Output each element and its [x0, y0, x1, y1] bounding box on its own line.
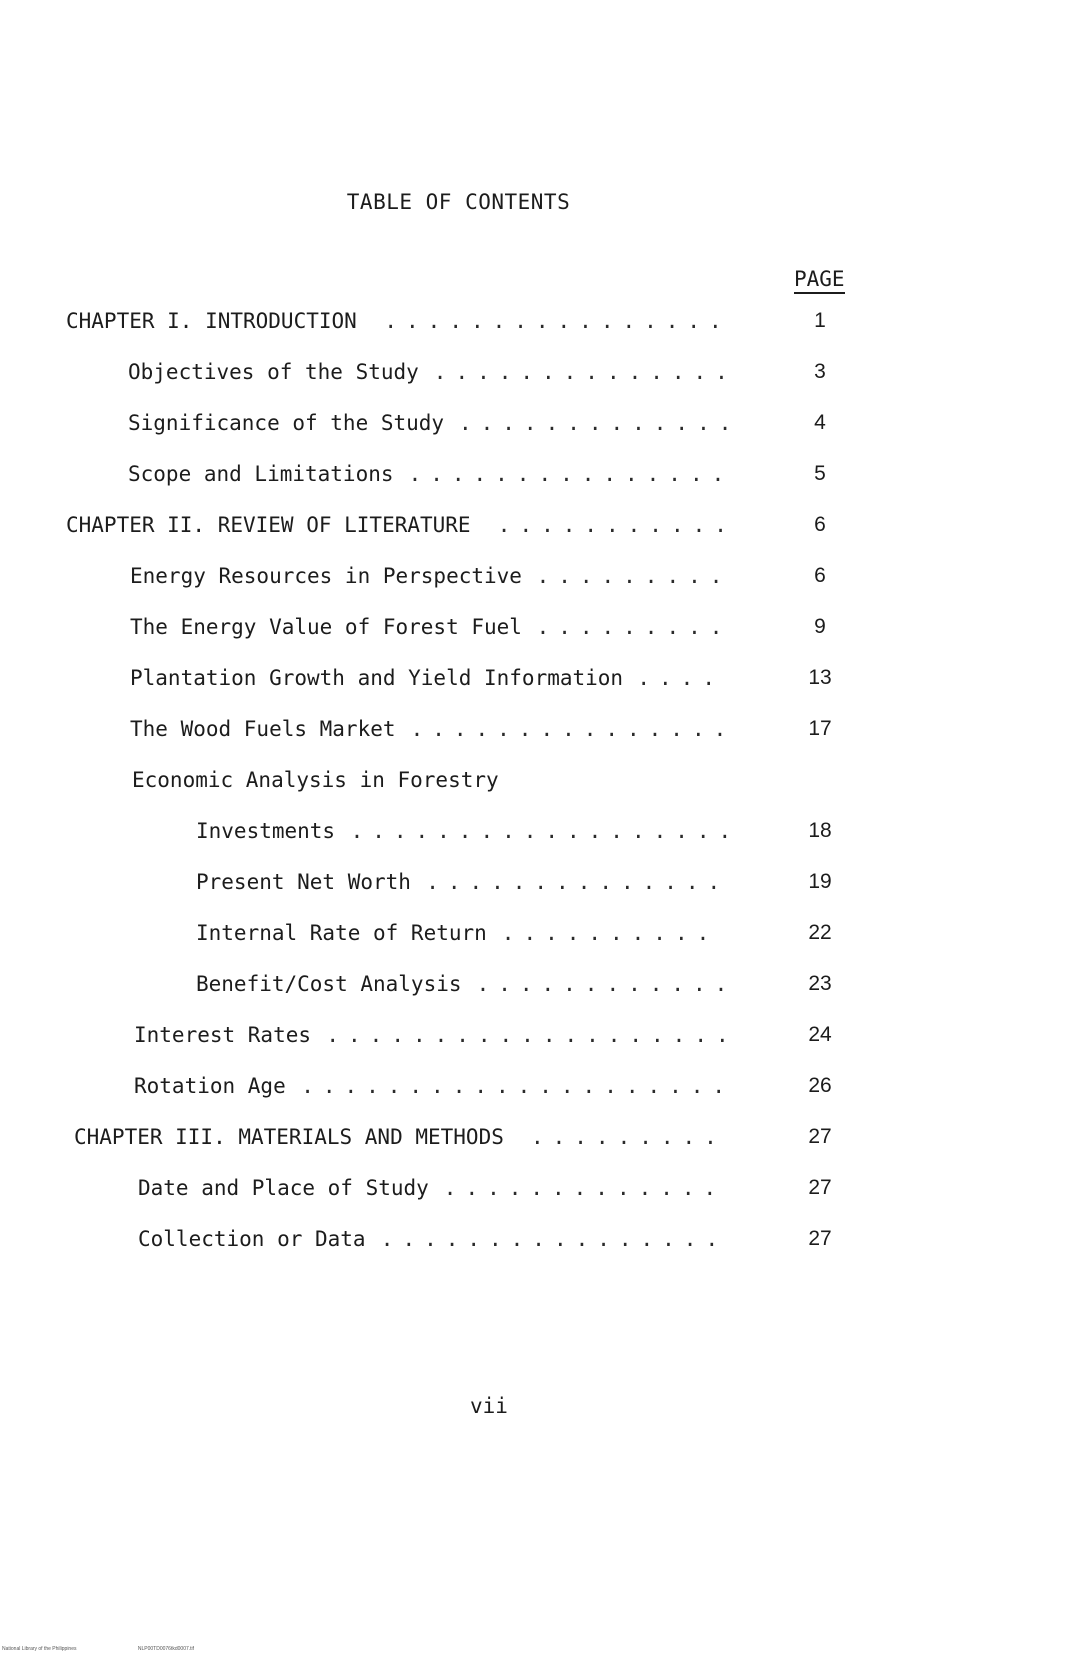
toc-entry-label: Benefit/Cost Analysis [196, 972, 462, 996]
toc-entry [128, 459, 900, 489]
toc-entry [130, 612, 900, 642]
dot-leader: ................... [326, 1023, 738, 1047]
toc-entry-label: Scope and Limitations [128, 462, 394, 486]
toc-entry [196, 918, 900, 948]
dot-leader: ......... [531, 1125, 726, 1149]
toc-entry [134, 1020, 900, 1050]
toc-entry [196, 867, 900, 897]
toc-entry-label: CHAPTER I. INTRODUCTION [66, 309, 357, 333]
toc-entry-label: Interest Rates [134, 1023, 312, 1047]
toc-entry-page: 24 [808, 1023, 832, 1046]
toc-entry-page: 22 [808, 921, 832, 944]
toc-entry-page: 9 [814, 615, 826, 638]
footer-filename: NLP00TD0076tkd0007.tif [137, 1646, 195, 1652]
toc-entry-page: 17 [808, 717, 832, 740]
toc-entry-label: The Wood Fuels Market [130, 717, 396, 741]
toc-entry-page: 5 [814, 462, 826, 485]
toc-entry [66, 510, 900, 540]
toc-entry-page: 27 [808, 1227, 832, 1250]
toc-entry-page: 18 [808, 819, 832, 842]
toc-entry [66, 306, 900, 336]
dot-leader: ................ [384, 309, 731, 333]
toc-entry-page: 19 [808, 870, 832, 893]
toc-entry-page: 23 [808, 972, 832, 995]
toc-entry [130, 663, 900, 693]
toc-entry-page: 26 [808, 1074, 832, 1097]
toc-entry-page: 6 [814, 564, 826, 587]
toc-entry-page: 3 [814, 360, 826, 383]
dot-leader: .................... [301, 1074, 735, 1098]
scan-footer [2, 1646, 254, 1652]
toc-entry-page: 13 [808, 666, 832, 689]
dot-leader: ............... [408, 462, 734, 486]
page-folio: vii [470, 1394, 508, 1418]
toc-entry-page: 4 [814, 411, 826, 434]
toc-title: TABLE OF CONTENTS [346, 190, 571, 214]
toc-entry [134, 1071, 900, 1101]
toc-entry-page: 1 [814, 309, 826, 332]
toc-entry [132, 765, 900, 795]
dot-leader: .......... [501, 921, 719, 945]
footer-library: National Library of the Philippines [2, 1646, 77, 1652]
toc-entry-page: 27 [808, 1125, 832, 1148]
toc-entry-label: Collection or Data [138, 1227, 366, 1251]
toc-entry [74, 1122, 900, 1152]
toc-entry-page: 27 [808, 1176, 832, 1199]
toc-entry [128, 408, 900, 438]
toc-entry-label: Significance of the Study [128, 411, 445, 435]
toc-entry-label: Rotation Age [134, 1074, 286, 1098]
toc-entry-label: Economic Analysis in Forestry [132, 768, 499, 792]
dot-leader: ............. [443, 1176, 726, 1200]
toc-entry [138, 1224, 900, 1254]
dot-leader: ......... [536, 615, 732, 639]
toc-entry [130, 561, 900, 591]
toc-entry-label: Internal Rate of Return [196, 921, 487, 945]
dot-leader: ............ [476, 972, 737, 996]
toc-entry-page: 6 [814, 513, 826, 536]
dot-leader: .................. [350, 819, 741, 843]
toc-entry [130, 714, 900, 744]
toc-entry [196, 816, 900, 846]
dot-leader: ............... [410, 717, 736, 741]
toc-entry-label: Plantation Growth and Yield Information [130, 666, 624, 690]
dot-leader: ............. [459, 411, 741, 435]
toc-entry-label: Date and Place of Study [138, 1176, 429, 1200]
toc-entry [196, 969, 900, 999]
toc-entry [128, 357, 900, 387]
dot-leader: ................ [380, 1227, 728, 1251]
toc-entry-label: Present Net Worth [196, 870, 411, 894]
toc-entry-label: Objectives of the Study [128, 360, 419, 384]
dot-leader: ........... [497, 513, 736, 537]
toc-entry-label: Investments [196, 819, 336, 843]
toc-entry-label: CHAPTER III. MATERIALS AND METHODS [74, 1125, 504, 1149]
toc-entry-label: The Energy Value of Forest Fuel [130, 615, 522, 639]
toc-entry-label: CHAPTER II. REVIEW OF LITERATURE [66, 513, 471, 537]
dot-leader: .............. [426, 870, 730, 894]
toc-entry-label: Energy Resources in Perspective [130, 564, 522, 588]
dot-leader: ......... [536, 564, 732, 588]
page-column-header: PAGE [794, 268, 845, 294]
dot-leader: .... [637, 666, 724, 690]
dot-leader: .............. [433, 360, 737, 384]
toc-entry [138, 1173, 900, 1203]
